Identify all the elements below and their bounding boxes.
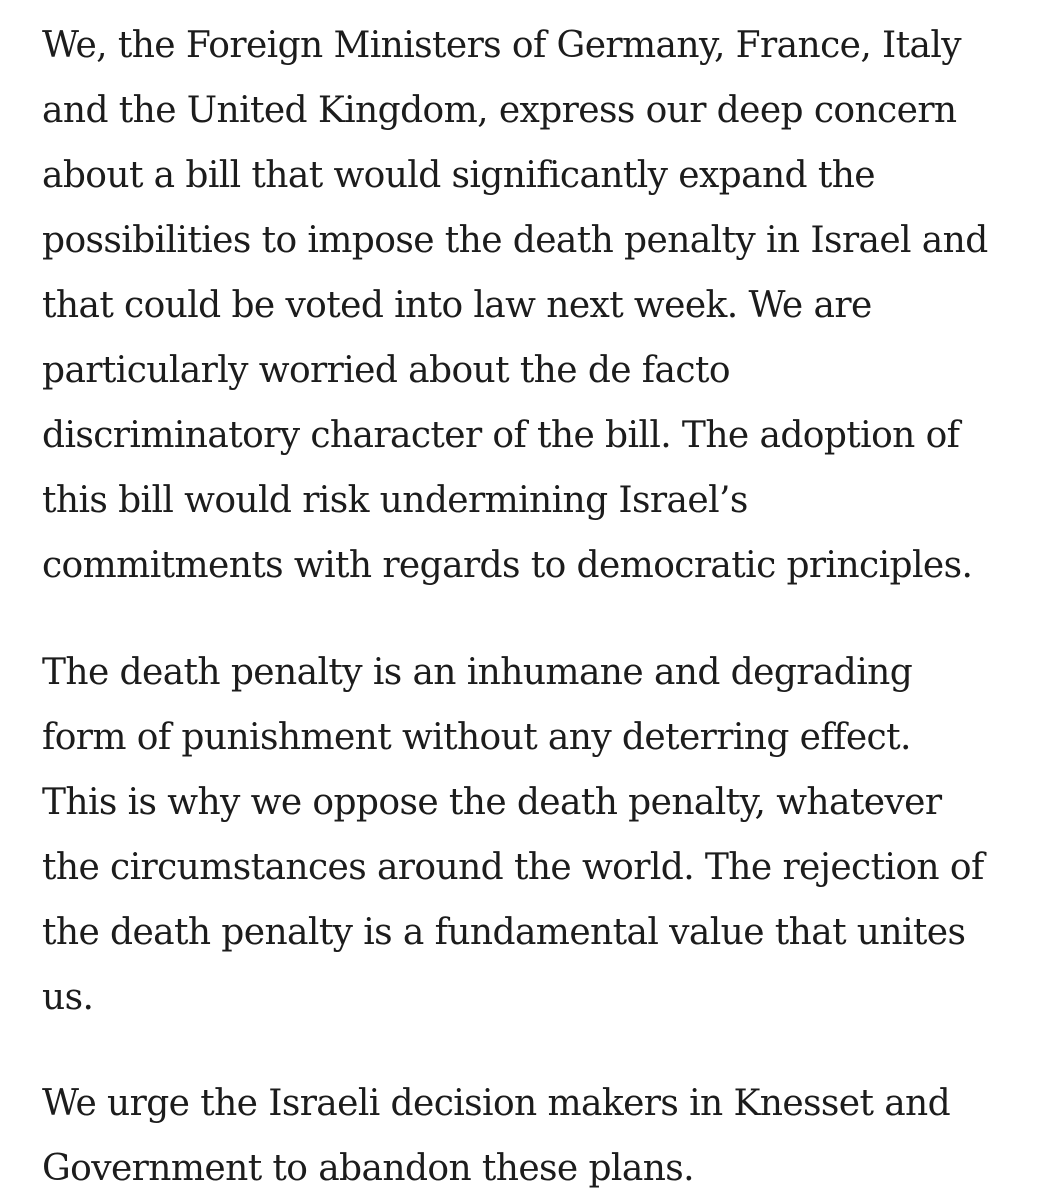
text-line: and the United Kingdom, express our deep concern <box>42 90 957 131</box>
text-line: possibilities to impose the death penalty in Israel and <box>42 220 988 261</box>
text-line: that could be voted into law next week. We are <box>42 285 872 326</box>
text-line: We urge the Israeli decision makers in Knesset and <box>42 1083 951 1124</box>
text-line: The death penalty is an inhumane and degrading <box>42 652 913 693</box>
text-line: us. <box>42 977 94 1018</box>
text-line: about a bill that would significantly expand the <box>42 155 876 196</box>
paragraph-urge <box>42 1071 950 1201</box>
paragraph-opposition <box>42 640 984 1030</box>
text-line: form of punishment without any deterring effect. <box>42 717 911 758</box>
text-line: particularly worried about the de facto <box>42 350 730 391</box>
text-line: this bill would risk undermining Israel’s <box>42 480 748 521</box>
text-line: This is why we oppose the death penalty, whatever <box>42 782 942 823</box>
text-line: commitments with regards to democratic principles. <box>42 545 973 586</box>
text-line: discriminatory character of the bill. The adoption of <box>42 415 960 456</box>
paragraph-concern <box>42 13 988 598</box>
text-line: Government to abandon these plans. <box>42 1148 694 1189</box>
text-line: the death penalty is a fundamental value that unites <box>42 912 966 953</box>
text-line: the circumstances around the world. The rejection of <box>42 847 984 888</box>
text-line: We, the Foreign Ministers of Germany, France, Italy <box>42 25 962 66</box>
